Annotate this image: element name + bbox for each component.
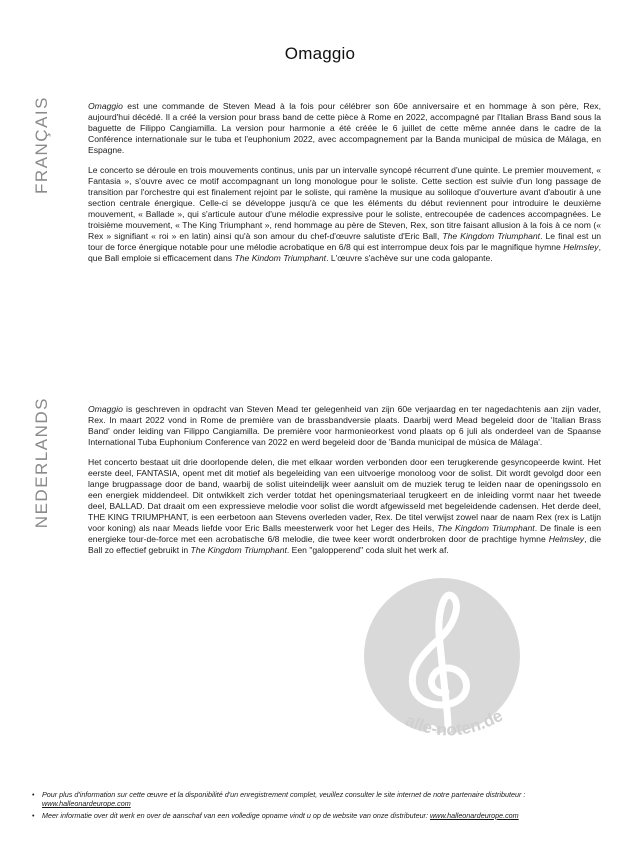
watermark-text-path: alle-noten.de [402,705,506,740]
page-title: Omaggio [284,44,356,63]
distributor-link[interactable]: www.halleonardeurope.com [42,799,131,809]
paragraph-text: is geschreven in opdracht van Steven Mead ter gelegenheid van zijn 60e verjaardag en ter nagedachtenis aan zijn vader, Rex. In maart 2022 vond in Rome de première van de brassbandversie plaats. Daarbij werd Mead begeleid door de 'Italian Brass Band' onder leiding van Filippo Cangiamilla. De première voor harmonieorkest vond plaats op 6 juli als onderdeel van de Spaanse International Tuba Euphonium Conference van 2022 en werd begeleid door de 'Banda municipal de música de Málaga'. [88,404,601,447]
watermark-svg [352,574,577,759]
french-paragraph-1 [88,101,601,156]
footer-note-text: Meer informatie over dit werk en over de aanschaf van een volledige opname vindt u op de website van onze distributeur: [42,810,430,820]
french-section [88,101,601,273]
hymn-title-italic: Helmsley [548,534,585,544]
footer-notes [32,790,612,820]
paragraph-text: , que Ball emploie si efficacement dans [88,242,601,263]
work-title-italic: The Kingdom Triumphant [437,523,535,533]
paragraph-text: Le concerto se déroule en trois mouvements continus, unis par un intervalle syncopé récurrent d'une quinte. Le premier mouvement, « Fantasia », s'ouvre avec ce motif accompagnant un long monologue pour le soliste. Cette section est suivie d'un long passage de transition par l'orchestre qui est finalement rejoint par le soliste, qui ramène la musique au soliloque d'ouverture avant d'aboutir à une section centrale énergique. Celle-ci se développe jusqu'à ce que les éléments du début reviennent pour introduire le deuxième mouvement, « Ballade », qui s'articule autour d'une mélodie expressive pour le soliste, entrecoupée de cadences accompagnées. Le troisième mouvement, « The King Triumphant », rend hommage au père de Steven, Rex, son titre faisant allusion à la fois à ce nom (« Rex » signifiant « roi » en latin) ainsi qu'à son amour du chef-d'œuvre salutiste d'Eric Ball, [88,165,601,241]
paragraph-text: . De finale is een energieke tour-de-force met een acrobatische 6/8 melodie, die twee keer wordt onderbroken door de prachtige hymne [88,523,602,544]
bullet: • [32,810,35,820]
paragraph-text: est une commande de Steven Mead à la fois pour célébrer son 60e anniversaire et en hommage à son père, Rex, aujourd'hui décédé. Il a créé la version pour brass band de cette pièce à Rome en 2022, accompagné par l'Italian Brass Band sous la baguette de Filippo Cangiamilla. La version pour harmonie a été créée le 6 juillet de cette même année dans le cadre de la Conférence internationale sur le tuba et l'euphonium 2022, avec accompagnement par la Banda municipal de música de Málaga, en Espagne. [88,101,601,155]
dutch-section [88,404,601,565]
paragraph-text: , die Ball zo effectief gebruikt in [88,534,601,555]
watermark [352,574,577,759]
paragraph-text: . Een "galopperend" coda sluit het werk af. [286,545,449,555]
footer-note-text: Pour plus d'information sur cette œuvre et la disponibilité d'un enregistrement complet, veuillez consulter le site internet de notre partenaire distributeur : [42,790,526,799]
work-title-italic: Omaggio [88,404,123,414]
language-label-dutch [27,397,57,529]
hymn-title-italic: Helmsley [563,242,599,252]
paragraph-text: Het concerto bestaat uit drie doorlopende delen, die met elkaar worden verbonden door een terugkerende gesyncopeerde kwint. Het eerste deel, FANTASIA, opent met dit motief als begeleiding van een uitvoerige monoloog voor de solist. Dit wordt gevolgd door een lange brugpassage door de band, waarbij de solist uiteindelijk weer aansluit om de muziek terug te leiden naar de openingssolo en een energiek middendeel. Dit ontwikkelt zich verder totdat het openingsmateriaal terugkeert en de inleiding vormt naar het tweede deel, BALLAD. Dat draait om een expressieve melodie voor solist die wordt afgewisseld met begeleidende cadensen. Het derde deel, THE KING TRIUMPHANT, is een eerbetoon aan Stevens overleden vader, Rex. De titel verwijst zowel naar de naam Rex (rex is Latijn voor koning) als naar Meads liefde voor Eric Balls meesterwerk voor het Leger des Heils, [88,457,601,533]
paragraph-text: . L'œuvre s'achève sur une coda galopante. [326,253,493,263]
work-title-italic: The Kingdom Triumphant [190,545,287,555]
footer-note-french [32,790,612,809]
work-title-italic: The Kingdom Triumphant [442,231,541,241]
work-title-italic: Omaggio [88,101,123,111]
language-label-french-text: FRANÇAIS [32,96,51,194]
distributor-link[interactable]: www.halleonardeurope.com [429,810,519,820]
paragraph-text: . Le final est un tour de force énergique notable pour une mélodie acrobatique en 6/8 qui est interrompue deux fois par le magnifique hymne [88,231,602,252]
bullet: • [32,790,35,799]
footer-note-body [42,811,519,820]
dutch-paragraph-1 [88,404,601,448]
work-title-italic: The Kindom Triumphant [234,253,327,263]
language-label-french [27,96,57,194]
french-paragraph-2 [88,165,601,264]
footer-note-dutch [32,811,612,820]
footer-note-body [42,790,525,809]
language-label-dutch-text: NEDERLANDS [32,397,51,529]
dutch-paragraph-2 [88,457,601,556]
